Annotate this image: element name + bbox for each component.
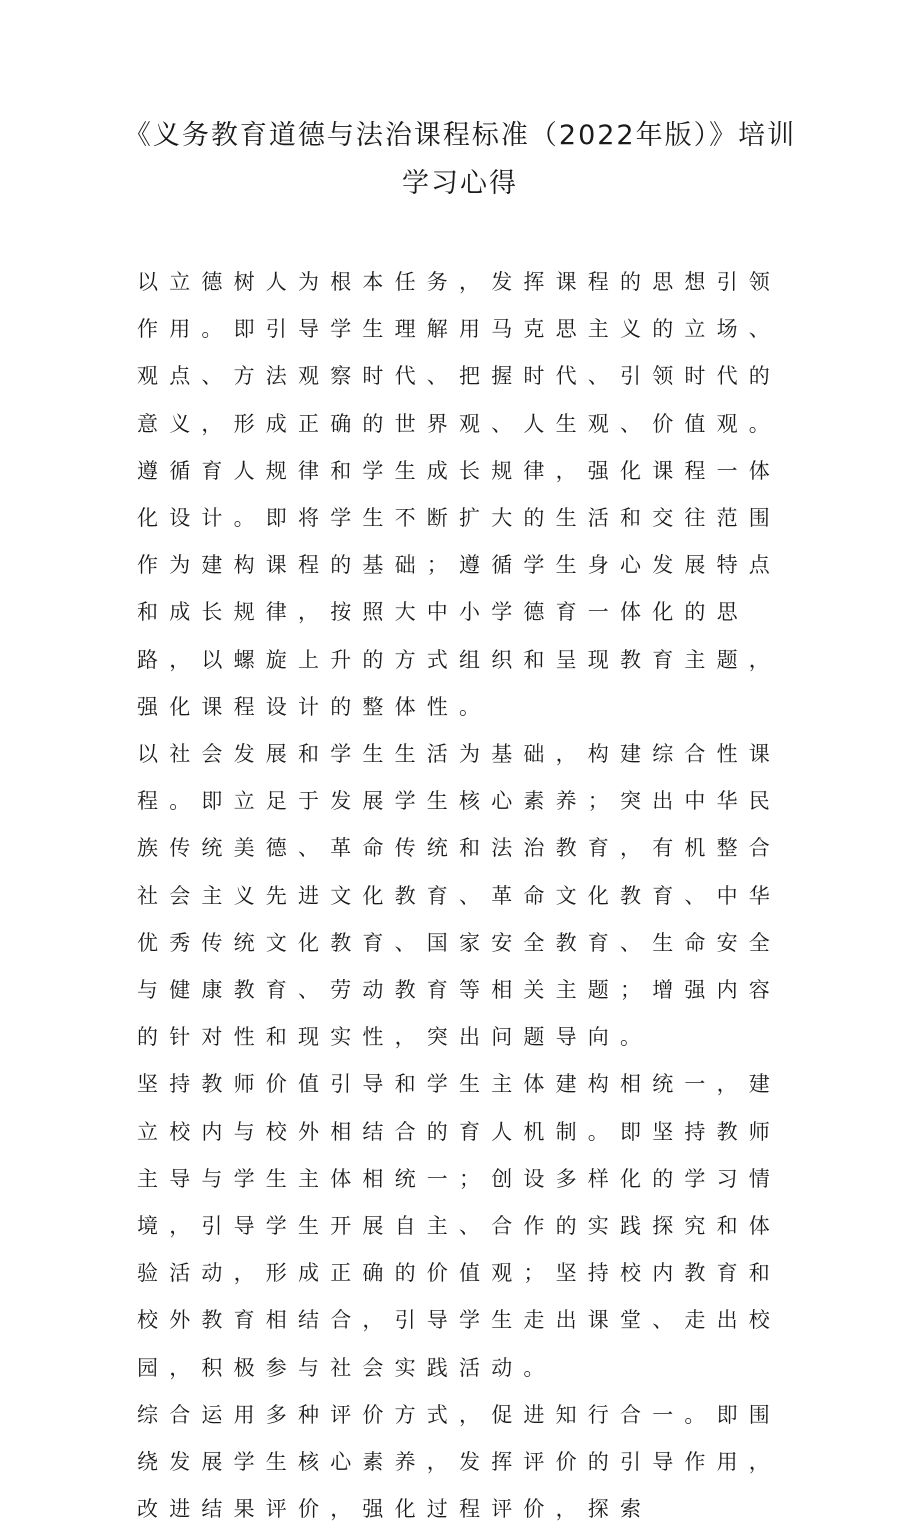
paragraph-5: 综合运用多种评价方式，促进知行合一。即围绕发展学生核心素养，发挥评价的引导作用，改进结果评价，强化过程评价，探索 <box>137 1402 781 1522</box>
title-line-2: 学习心得 <box>402 168 518 199</box>
document-title <box>120 112 800 208</box>
title-line-1: 《义务教育道德与法治课程标准（2022年版）》培训 <box>123 120 797 151</box>
paragraph-4: 坚持教师价值引导和学生主体建构相统一，建立校内与校外相结合的育人机制。即坚持教师主导与学生主体相统一；创设多样化的学习情境，引导学生开展自主、合作的实践探究和体验活动，形成正确的价值观；坚持校内教育和校外教育相结合，引导学生走出课堂、走出校园，积极参与社会实践活动。 <box>137 1072 781 1380</box>
paragraph-3: 以社会发展和学生生活为基础，构建综合性课程。即立足于发展学生核心素养；突出中华民族传统美德、革命传统和法治教育，有机整合社会主义先进文化教育、革命文化教育、中华优秀传统文化教育、国家安全教育、生命安全与健康教育、劳动教育等相关主题；增强内容的针对性和现实性，突出问题导向。 <box>137 742 781 1050</box>
document-body <box>137 259 797 1533</box>
paragraph-2: 遵循育人规律和学生成长规律，强化课程一体化设计。即将学生不断扩大的生活和交往范围作为建构课程的基础；遵循学生身心发展特点和成长规律，按照大中小学德育一体化的思路，以螺旋上升的方式组织和呈现教育主题，强化课程设计的整体性。 <box>137 458 781 719</box>
paragraph-1: 以立德树人为根本任务，发挥课程的思想引领作用。即引导学生理解用马克思主义的立场、观点、方法观察时代、把握时代、引领时代的意义，形成正确的世界观、人生观、价值观。 <box>137 270 781 436</box>
